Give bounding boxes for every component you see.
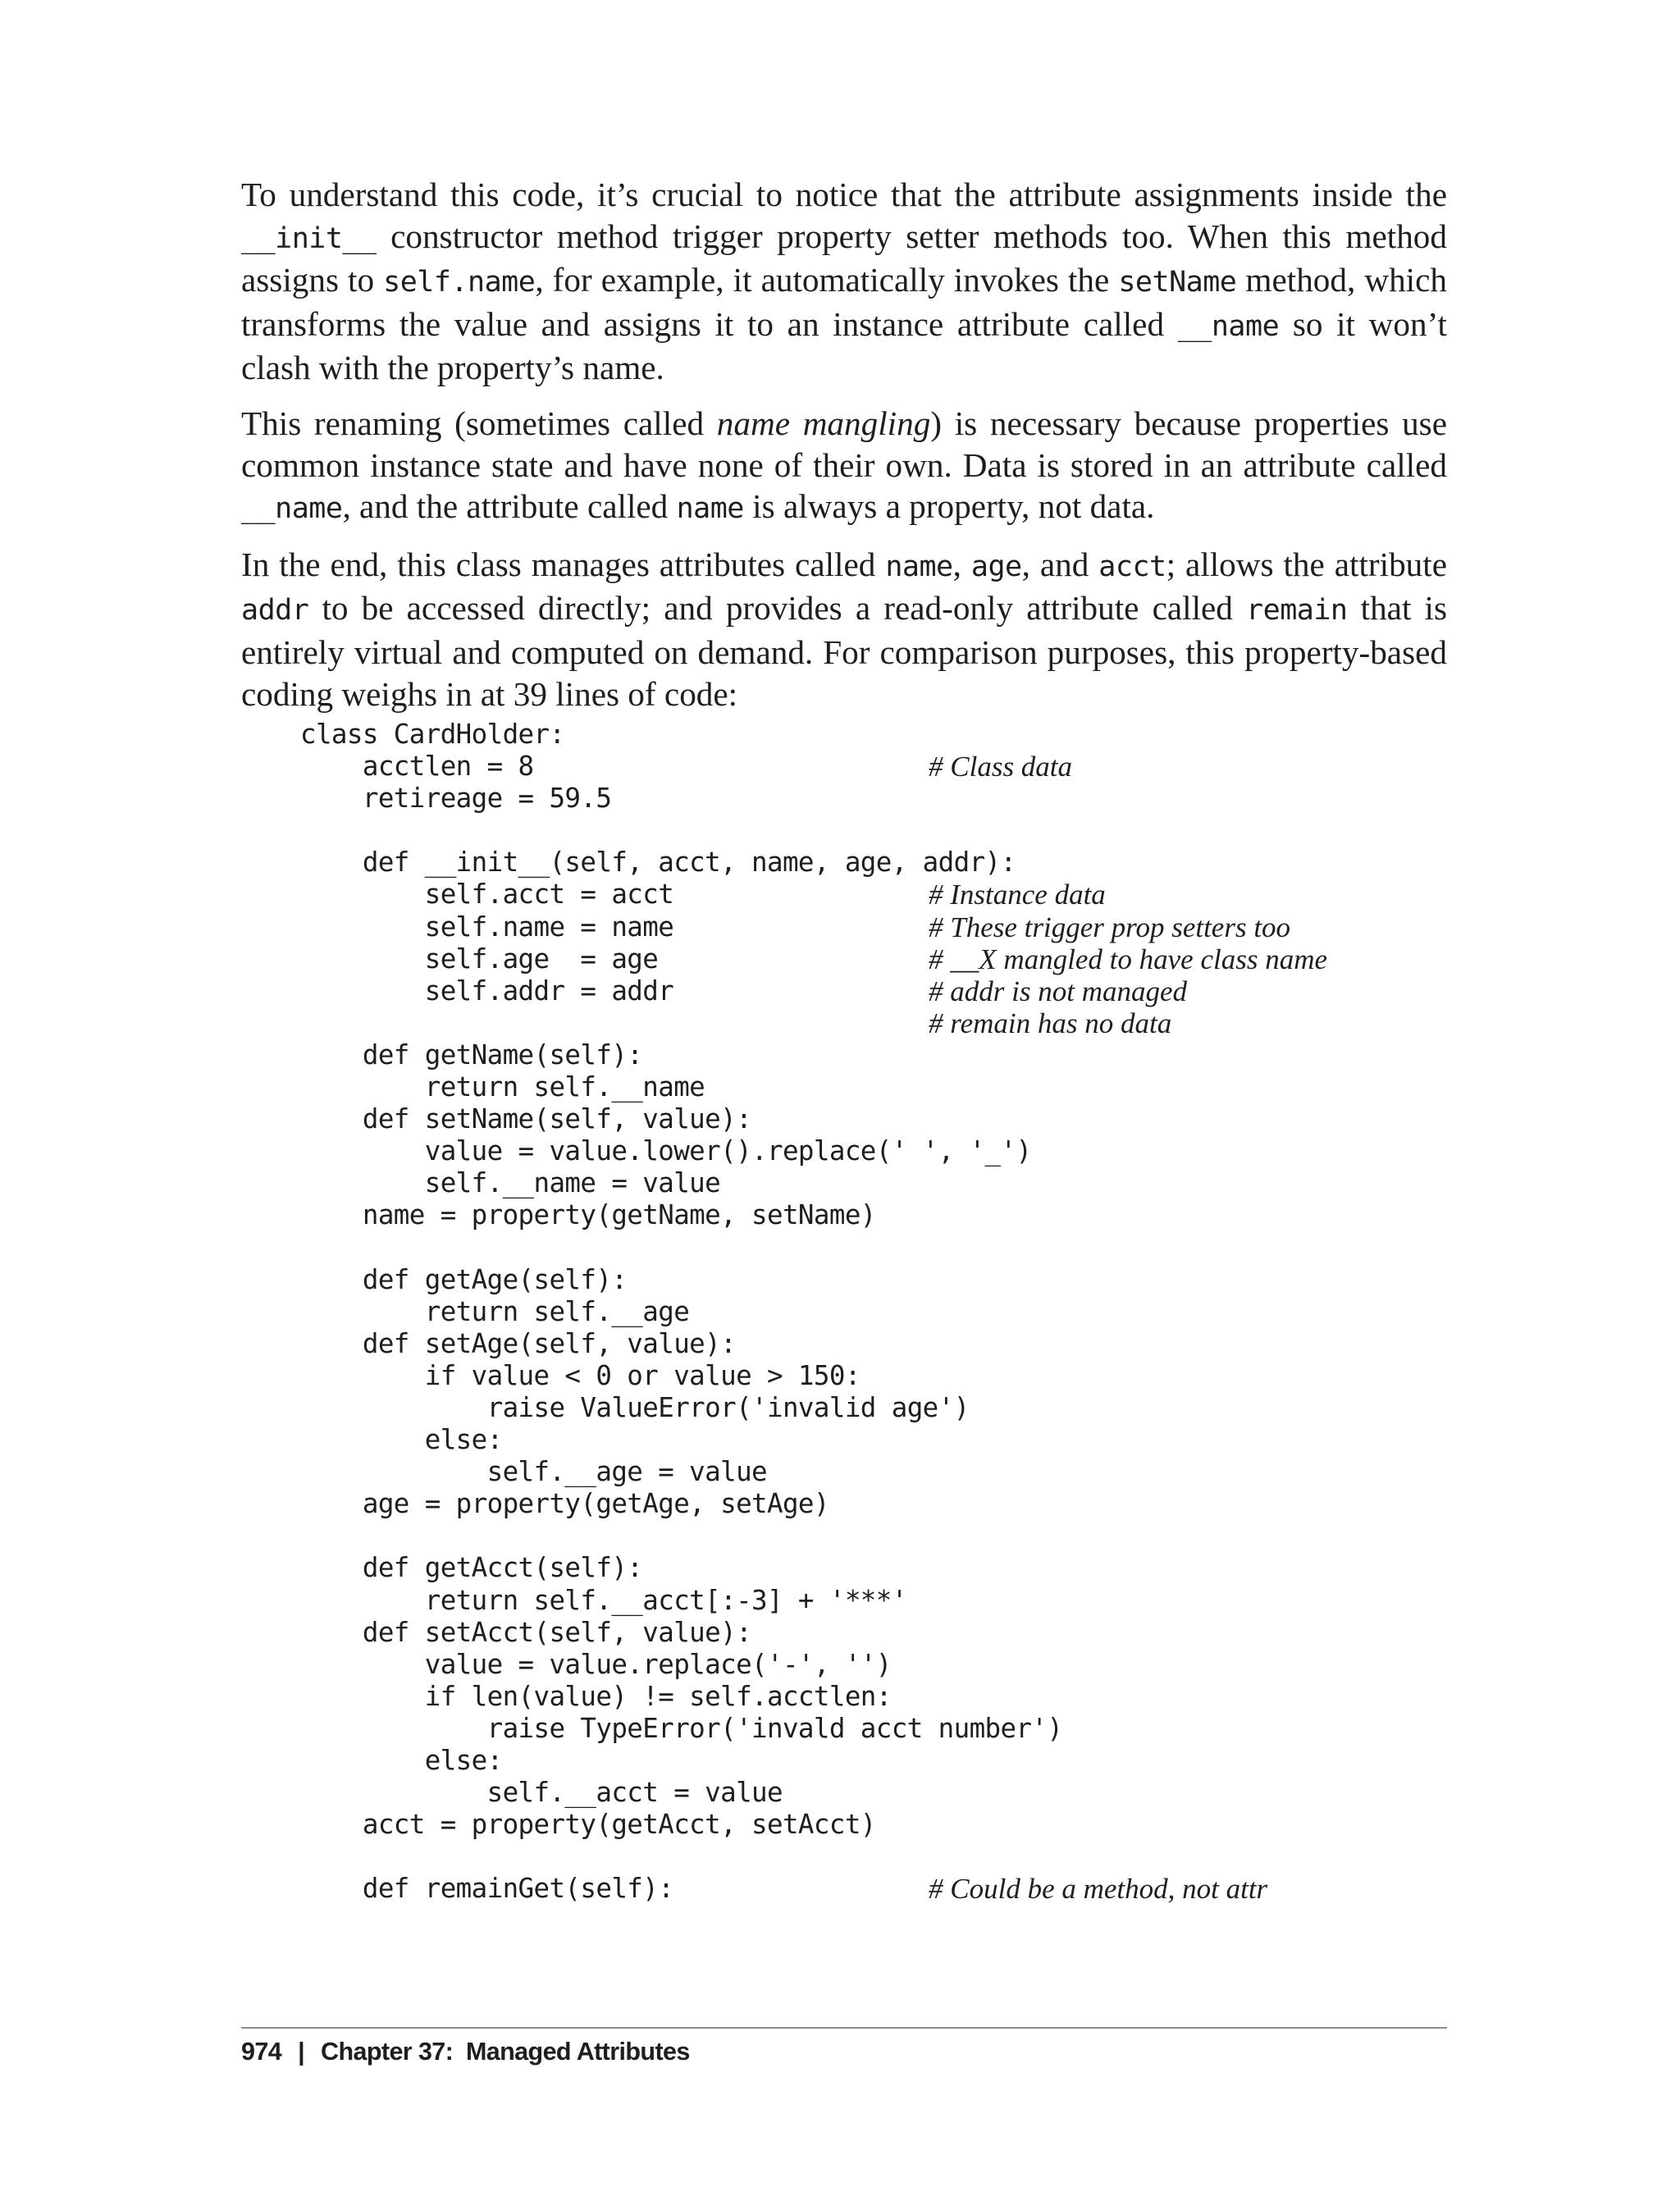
inline-code: name <box>885 550 953 583</box>
code-line <box>300 1296 1465 1328</box>
code-line <box>300 1585 1465 1617</box>
code-text: def getAcct(self): <box>300 1552 643 1584</box>
code-line <box>300 1328 1465 1360</box>
text-run: , and the attribute called <box>342 487 677 526</box>
text-run: ) is necessary because properties use common instance state and have none of their own. Data is stored in an attribute called <box>241 404 1447 484</box>
code-line <box>300 1264 1465 1296</box>
code-text: self.__age = value <box>300 1456 767 1488</box>
code-text: class CardHolder: <box>300 719 565 750</box>
code-line <box>300 1360 1465 1392</box>
code-comment: # Instance data <box>929 879 1106 911</box>
text-run: , for example, it automatically invokes the <box>535 261 1119 299</box>
inline-code: age <box>970 550 1022 583</box>
text-run: constructor method trigger property setter methods too. When this method assigns to <box>241 217 1447 299</box>
footer-rule <box>241 2027 1447 2029</box>
code-line <box>300 1617 1465 1649</box>
code-text: def remainGet(self): <box>300 1873 674 1905</box>
code-line <box>300 1135 1465 1167</box>
page-number: 974 <box>241 2038 282 2066</box>
code-text: else: <box>300 1424 503 1456</box>
text-run: , <box>952 545 971 583</box>
text-run: to be accessed directly; and provides a read-only attribute called <box>308 589 1247 628</box>
inline-code: __name <box>241 492 343 526</box>
code-line <box>300 1552 1465 1584</box>
emphasis: name mangling <box>716 404 931 442</box>
code-text: self.name = name <box>300 911 674 943</box>
code-text: self.__acct = value <box>300 1777 783 1809</box>
inline-code: name <box>676 492 744 526</box>
inline-code: self.name <box>383 266 536 299</box>
code-text: def setAcct(self, value): <box>300 1616 752 1648</box>
paragraph <box>241 403 1447 530</box>
code-line <box>300 815 1465 847</box>
code-text: raise ValueError('invalid age') <box>300 1391 970 1423</box>
inline-code: addr <box>241 594 309 628</box>
code-text: age = property(getAge, setAge) <box>300 1488 829 1520</box>
inline-code: setName <box>1118 266 1237 299</box>
inline-code: acct <box>1098 550 1166 583</box>
code-line <box>300 847 1465 879</box>
code-text: self.age = age <box>300 943 659 975</box>
code-text: if len(value) != self.acctlen: <box>300 1680 892 1712</box>
code-line <box>300 1713 1465 1745</box>
code-line <box>300 1681 1465 1713</box>
code-line <box>300 879 1465 911</box>
code-line <box>300 1167 1465 1199</box>
code-comment: # Could be a method, not attr <box>929 1873 1268 1906</box>
code-line <box>300 751 1465 783</box>
text-run: that is entirely virtual and computed on demand. For comparison purposes, this property-based coding weighs in at 39 lines of code: <box>241 589 1448 713</box>
code-line <box>300 783 1465 815</box>
code-comment: # addr is not managed <box>929 975 1187 1007</box>
code-text: if value < 0 or value > 150: <box>300 1359 861 1391</box>
code-line <box>300 1649 1465 1681</box>
paragraph <box>241 544 1447 714</box>
text-run: method, which transforms the value and assigns it to an instance attribute called <box>241 261 1447 343</box>
code-line <box>300 911 1465 943</box>
code-line <box>300 1071 1465 1103</box>
code-line <box>300 1745 1465 1777</box>
chapter-title: Chapter 37: Managed Attributes <box>321 2038 690 2066</box>
code-line <box>300 1392 1465 1424</box>
text-run: so it won’t clash with the property’s name. <box>241 304 1447 387</box>
code-text: def setName(self, value): <box>300 1103 752 1135</box>
code-line <box>300 719 1465 751</box>
inline-code: remain <box>1246 594 1348 628</box>
text-run: To understand this code, it’s crucial to notice that the attribute assignments inside the <box>241 176 1447 213</box>
code-text: return self.__age <box>300 1295 690 1327</box>
code-text: value = value.replace('-', '') <box>300 1648 892 1680</box>
code-line <box>300 1841 1465 1873</box>
code-listing <box>300 719 1465 1905</box>
code-line <box>300 1007 1465 1039</box>
paragraph <box>241 174 1447 389</box>
code-text: self.__name = value <box>300 1167 721 1199</box>
code-text: def getAge(self): <box>300 1263 628 1295</box>
code-text: retireage = 59.5 <box>300 783 612 815</box>
code-text: def __init__(self, acct, name, age, addr): <box>300 847 1016 879</box>
body-text <box>241 174 1447 728</box>
code-text: return self.__name <box>300 1071 705 1103</box>
code-text: def getName(self): <box>300 1039 643 1071</box>
code-line <box>300 1199 1465 1231</box>
code-text: value = value.lower().replace(' ', '_') <box>300 1135 1032 1167</box>
page-footer <box>241 2038 690 2066</box>
code-line <box>300 1520 1465 1552</box>
text-run: is always a property, not data. <box>743 487 1155 526</box>
code-line <box>300 1488 1465 1520</box>
code-text: def setAge(self, value): <box>300 1327 737 1359</box>
footer-separator: | <box>298 2038 305 2066</box>
inline-code: __init__ <box>241 221 377 255</box>
inline-code: __name <box>1177 309 1280 343</box>
text-run: This renaming (sometimes called <box>241 404 717 442</box>
code-text: acct = property(getAcct, setAcct) <box>300 1809 876 1841</box>
code-text: name = property(getName, setName) <box>300 1199 876 1231</box>
code-comment: # Class data <box>929 751 1073 783</box>
code-comment: # remain has no data <box>929 1007 1172 1039</box>
code-line <box>300 1809 1465 1841</box>
code-text: self.addr = addr <box>300 975 674 1007</box>
code-line <box>300 1039 1465 1071</box>
code-text: else: <box>300 1745 503 1776</box>
code-comment: # __X mangled to have class name <box>929 943 1328 975</box>
text-run: , and <box>1021 545 1099 583</box>
code-line <box>300 943 1465 975</box>
code-line <box>300 1456 1465 1488</box>
code-line <box>300 1873 1465 1905</box>
code-text: self.acct = acct <box>300 879 674 911</box>
code-text: raise TypeError('invald acct number') <box>300 1712 1063 1744</box>
code-comment: # These trigger prop setters too <box>929 911 1291 943</box>
text-run: In the end, this class manages attributes called <box>241 545 886 583</box>
code-line <box>300 975 1465 1007</box>
code-text: acctlen = 8 <box>300 751 534 783</box>
code-text: return self.__acct[:-3] + '***' <box>300 1584 907 1616</box>
code-line <box>300 1232 1465 1264</box>
text-run: ; allows the attribute <box>1166 545 1448 583</box>
code-line <box>300 1103 1465 1135</box>
code-line <box>300 1424 1465 1456</box>
code-line <box>300 1777 1465 1809</box>
